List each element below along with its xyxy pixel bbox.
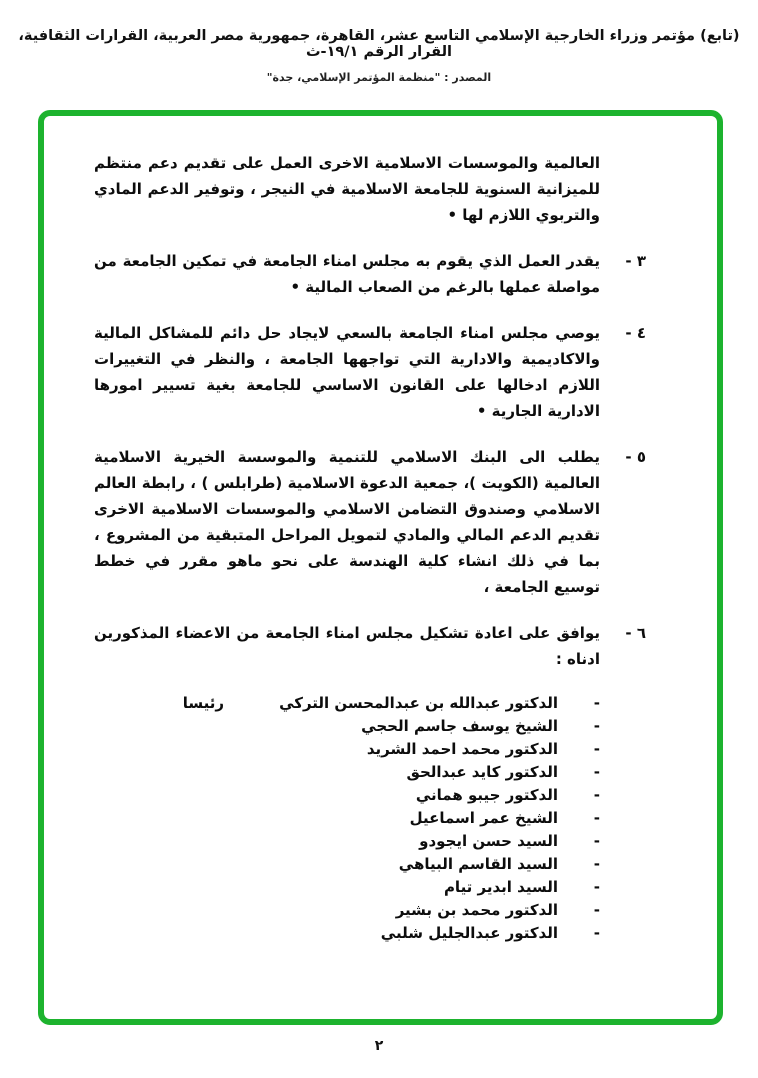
clause-5 <box>94 444 646 600</box>
dash-bullet: - <box>593 832 600 850</box>
document-body <box>94 150 646 945</box>
dash-bullet: - <box>593 786 600 804</box>
paragraph-continuation <box>94 150 646 228</box>
dash-bullet: - <box>593 855 600 873</box>
clause-number: ٥ - <box>625 448 646 466</box>
member-name: السيد حسن ايجودو <box>419 832 558 850</box>
document-title: (تابع) مؤتمر وزراء الخارجية الإسلامي التاسع عشر، القاهرة، جمهورية مصر العربية، القرارات الثقافية، القرار الرقم ١٩/١-ث <box>18 28 740 60</box>
dash-bullet: - <box>593 924 600 942</box>
dash-bullet: - <box>593 717 600 735</box>
list-item <box>94 899 600 922</box>
dash-bullet: - <box>593 694 600 712</box>
member-name: الدكتور عبدالله بن عبدالمحسن التركي <box>279 694 558 712</box>
member-name: الدكتور محمد بن بشير <box>395 901 558 919</box>
list-item <box>94 761 600 784</box>
item-number-empty <box>600 150 646 228</box>
clause-number: ٦ - <box>625 624 646 642</box>
source-line: المصدر : "منظمة المؤتمر الإسلامي، جدة" <box>266 71 492 84</box>
member-name: الدكتور عبدالجليل شلبي <box>380 924 558 942</box>
dash-bullet: - <box>593 809 600 827</box>
list-item <box>94 692 600 715</box>
member-name: الدكتور محمد احمد الشريد <box>366 740 558 758</box>
member-name: الدكتور كايد عبدالحق <box>406 763 558 781</box>
member-name: السيد القاسم البياهي <box>398 855 558 873</box>
dash-bullet: - <box>593 763 600 781</box>
clause-text: يقدر العمل الذي يقوم به مجلس امناء الجامعة في تمكين الجامعة من مواصلة عملها بالرغم من الصعاب المالية • <box>94 252 600 296</box>
list-item <box>94 807 600 830</box>
member-name: الشيخ يوسف جاسم الحجي <box>361 717 558 735</box>
clause-6 <box>94 620 646 672</box>
list-item <box>94 876 600 899</box>
list-item <box>94 738 600 761</box>
member-name: الدكتور جيبو هماني <box>415 786 558 804</box>
paragraph-text: العالمية والموسسات الاسلامية الاخرى العمل على تقديم دعم منتظم للميزانية السنوية للجامعة الاسلامية في النيجر ، وتوفير الدعم المادي والتربوي اللازم لها • <box>94 154 600 224</box>
list-item <box>94 715 600 738</box>
clause-text: يوافق على اعادة تشكيل مجلس امناء الجامعة من الاعضاء المذكورين ادناه : <box>94 624 600 668</box>
dash-bullet: - <box>593 878 600 896</box>
clause-text: يطلب الى البنك الاسلامي للتنمية والموسسة الخيرية الاسلامية العالمية (الكويت )، جمعية الدعوة الاسلامية (طرابلس ) ، رابطة العالم الاسلامي وصندوق التضامن الاسلامي والموسسات الاسلامية الاخرى تقديم الدعم المالي والمادي لتمويل المراحل المتبقية من المشروع ، بما في ذلك انشاء كلية الهندسة على نحو ماهو مقرر في خطط توسيع الجامعة ، <box>94 448 600 596</box>
member-role: رئيسا <box>182 694 225 712</box>
clause-number: ٤ - <box>625 324 646 342</box>
board-members-list <box>94 692 600 945</box>
clause-4 <box>94 320 646 424</box>
list-item <box>94 784 600 807</box>
dash-bullet: - <box>593 740 600 758</box>
clause-text: يوصي مجلس امناء الجامعة بالسعي لايجاد حل دائم للمشاكل المالية والاكاديمية والادارية التي تواجهها الجامعة ، والنظر في التغييرات اللازم ادخالها على القانون الاساسي للجامعة بغية تسيير امورها الادارية الجارية • <box>94 324 600 420</box>
page-number: ٢ <box>374 1038 384 1054</box>
clause-3 <box>94 248 646 300</box>
member-name: الشيخ عمر اسماعيل <box>409 809 558 827</box>
list-item <box>94 922 600 945</box>
dash-bullet: - <box>593 901 600 919</box>
page-header <box>0 28 758 84</box>
list-item <box>94 853 600 876</box>
list-item <box>94 830 600 853</box>
clause-number: ٣ - <box>625 252 646 270</box>
member-name: السيد ابدير تيام <box>443 878 558 896</box>
